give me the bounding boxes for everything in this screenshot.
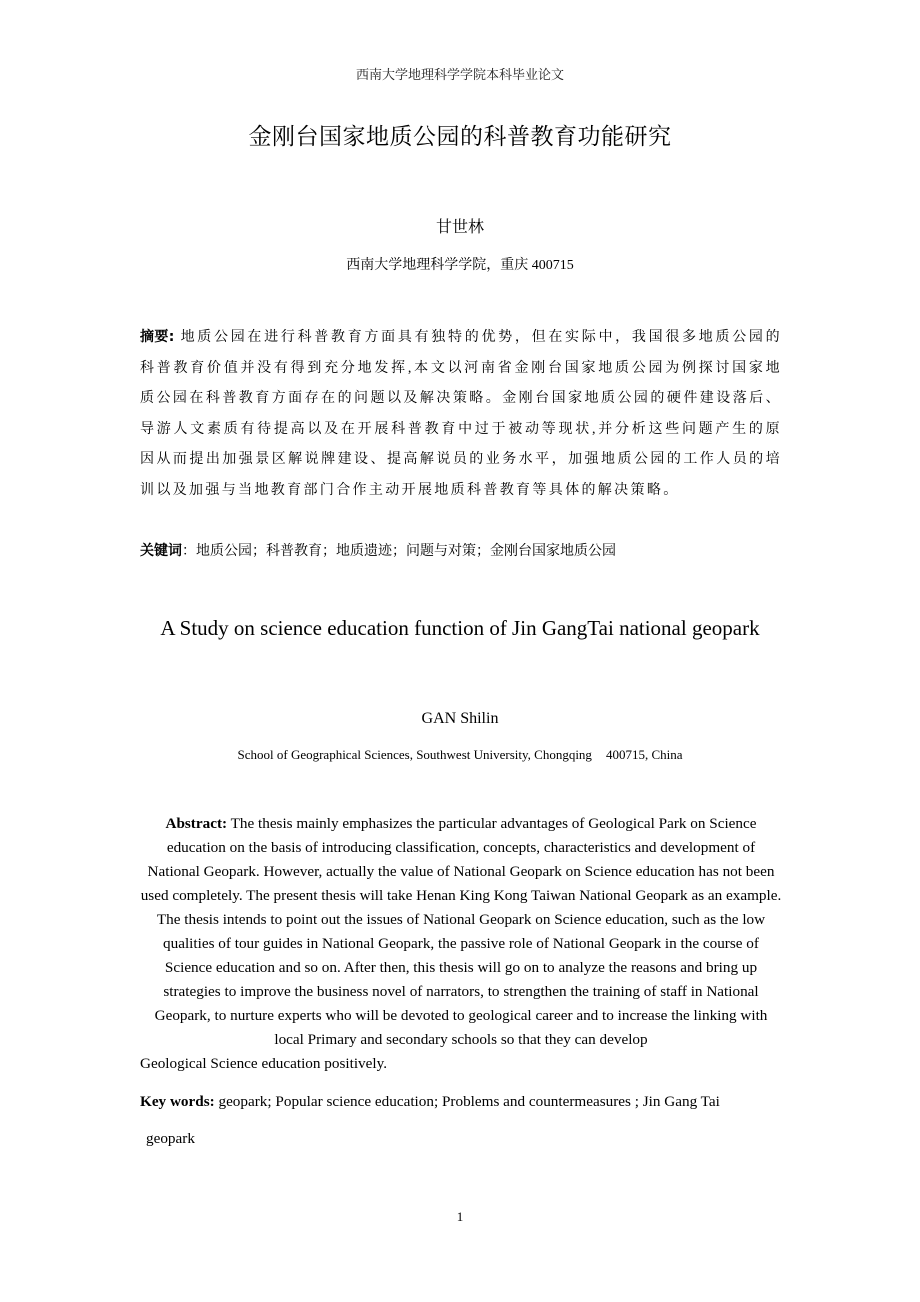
english-affiliation-postal: 400715, China (605, 747, 683, 762)
english-affiliation-school: School of Geographical Sciences, Southwest University, Chongqing (237, 747, 592, 762)
english-abstract (140, 812, 782, 1076)
english-abstract-last-line: Geological Science education positively. (140, 1055, 387, 1072)
english-keywords-continuation: geopark (146, 1130, 195, 1147)
chinese-keywords-label: 关键词 (140, 543, 182, 559)
english-abstract-text: The thesis mainly emphasizes the particular advantages of Geological Park on Science education on the basis of introducing classification, concepts, characteristics and development of National Geopark. However, actually the value of National Geopark on Science education has not been used completely. The present thesis will take Henan King Kong Taiwan National Geopark as an example. The thesis intends to point out the issues of National Geopark on Science education, such as the low qualities of tour guides in National Geopark, the passive role of National Geopark in the course of Science education and so on. After then, this thesis will go on to analyze the reasons and bring up strategies to improve the business novel of narrators, to strengthen the training of staff in National Geopark, to nurture experts who will be devoted to geological career and to increase the linking with local Primary and secondary schools so that they can develop (140, 815, 782, 1048)
chinese-affiliation: 西南大学地理科学学院，重庆 400715 (346, 258, 574, 273)
english-affiliation (0, 747, 920, 763)
chinese-abstract-text: 地质公园在进行科普教育方面具有独特的优势，但在实际中，我国很多地质公园的科普教育价值并没有得到充分地发挥,本文以河南省金刚台国家地质公园为例探讨国家地质公园在科普教育方面存在的问题以及解决策略。金刚台国家地质公园的硬件建设落后、导游人文素质有待提高以及在开展科普教育中过于被动等现状,并分析这些问题产生的原因从而提出加强景区解说牌建设、提高解说员的业务水平，加强地质公园的工作人员的培训以及加强与当地教育部门合作主动开展地质科普教育等具体的解决策略。 (140, 330, 782, 498)
chinese-author: 甘世林 (435, 219, 484, 236)
english-keywords (140, 1083, 790, 1157)
chinese-abstract-label: 摘要: (140, 329, 175, 345)
page-number: 1 (456, 1209, 464, 1224)
english-title: A Study on science education function of Jin GangTai national geopark (160, 616, 760, 640)
english-keywords-text: geopark; Popular science education; Problems and countermeasures ; Jin Gang Tai (218, 1093, 720, 1110)
english-abstract-label: Abstract: (165, 815, 228, 832)
chinese-title: 金刚台国家地质公园的科普教育功能研究 (248, 124, 672, 150)
chinese-keywords (140, 540, 782, 560)
english-keywords-label: Key words: (140, 1093, 215, 1110)
running-header: 西南大学地理科学学院本科毕业论文 (355, 67, 564, 82)
chinese-keywords-text: ：地质公园；科普教育；地质遗迹；问题与对策；金刚台国家地质公园 (182, 544, 616, 559)
english-author: GAN Shilin (421, 710, 499, 727)
chinese-abstract (140, 322, 782, 506)
